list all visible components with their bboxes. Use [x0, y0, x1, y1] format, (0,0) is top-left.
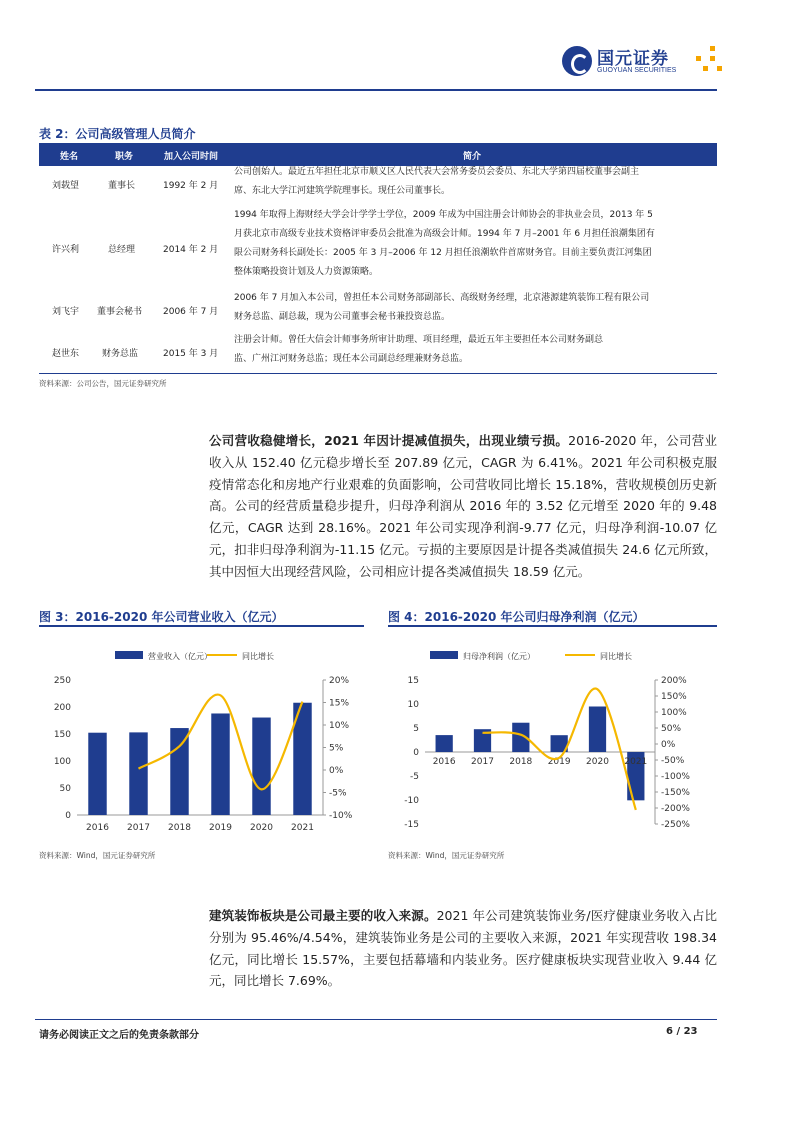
- y-right-tick-label: -50%: [661, 756, 685, 766]
- y-right-tick-label: 50%: [661, 724, 682, 734]
- legend-line-label: 同比增长: [242, 652, 274, 661]
- intro-line: 注册会计师。曾任大信会计师事务所审计助理、项目经理，最近五年主要担任本公司财务副总: [234, 335, 604, 345]
- intro-line: 月获北京市高级专业技术资格评审委员会批准为高级会计师。1994 年 7 月–2001 年 6 月担任浪潮集团有: [234, 229, 655, 239]
- legend-bar-label: 营业收入（亿元）: [148, 652, 212, 661]
- figure3-title: 图 3：2016-2020 年公司营业收入（亿元）: [39, 610, 284, 624]
- intro-line: 2006 年 7 月加入本公司，曾担任本公司财务部副部长、高级财务经理，北京港源建筑装饰工程有限公司: [234, 293, 650, 303]
- table-cell-joined: 2006 年 7 月: [163, 307, 219, 317]
- intro-line: 整体策略投资计划及人力资源策略。: [234, 267, 379, 277]
- figure4-title: 图 4：2016-2020 年公司归母净利润（亿元）: [388, 610, 645, 624]
- y-right-tick-label: -5%: [329, 788, 347, 799]
- x-tick-label: 2020: [250, 823, 273, 833]
- y-left-tick-label: -10: [404, 796, 419, 806]
- figure3-source: 资料来源：Wind，国元证券研究所: [39, 851, 156, 860]
- bar-2020: [252, 718, 270, 815]
- legend-line-label: 同比增长: [600, 652, 632, 661]
- y-right-tick-label: -10%: [329, 811, 353, 821]
- logo-mark-icon: [562, 46, 592, 76]
- page-number: 6 / 23: [666, 1026, 698, 1037]
- table-cell-intro: [234, 331, 603, 369]
- intro-line: 公司创始人。最近五年担任北京市顺义区人民代表大会常务委员会委员、东北大学第四届校董事会副主: [234, 167, 640, 177]
- y-right-tick-label: 10%: [329, 721, 350, 731]
- bar-2019: [211, 713, 229, 815]
- x-tick-label: 2020: [586, 757, 609, 767]
- header-joined: 加入公司时间: [164, 152, 219, 162]
- table-cell-title: 董事长: [108, 181, 136, 191]
- y-left-tick-label: -15: [404, 820, 419, 830]
- figure4-title-rule: [388, 625, 717, 627]
- table-cell-intro: [234, 163, 639, 201]
- paragraph-body: 2016-2020 年，公司营业收入从 152.40 亿元稳步增长至 207.89 亿元，CAGR 为 6.41%。2021 年公司积极克服疫情常态化和房地产行业艰难的负面影响，公司营收同比增长 15.18%，营收规模创历史新高。公司的经营质量稳步提升，归母净利润从 2016 年的 3.52 亿元增至 2020 年的 9.48 亿元，CAGR 达到 28.16%。2021 年公司实现净利润-9.77 亿元，归母净利润-10.07 亿元，扣非归母净利润为-11.15 亿元。亏损的主要原因是计提各类减值损失 24.6 亿元所致，其中因恒大出现经营风险，公司相应计提各类减值损失 18.59 亿元。: [209, 433, 717, 579]
- table-bottom-border: [39, 373, 717, 374]
- figure4-source: 资料来源：Wind，国元证券研究所: [388, 851, 505, 860]
- y-left-tick-label: 0: [413, 748, 419, 758]
- table-cell-intro: [234, 206, 655, 282]
- paragraph-lead: 公司营收稳健增长，2021 年因计提减值损失，出现业绩亏损。: [209, 433, 569, 448]
- x-tick-label: 2019: [209, 823, 232, 833]
- intro-line: 监、广州江河财务总监；现任本公司副总经理兼财务总监。: [234, 354, 469, 364]
- y-left-tick-label: 50: [59, 784, 71, 794]
- header-intro: 简介: [463, 152, 482, 162]
- legend-bar-label: 归母净利润（亿元）: [463, 652, 535, 661]
- logo-text-en: GUOYUAN SECURITIES: [597, 67, 677, 74]
- x-tick-label: 2016: [432, 757, 456, 767]
- net-profit-chart: [385, 640, 720, 845]
- bar-2020: [589, 706, 606, 752]
- header-name: 姓名: [60, 152, 79, 162]
- revenue-chart: [35, 640, 365, 845]
- header-title: 职务: [115, 152, 134, 162]
- logo-text-cn: 国元证券: [597, 49, 669, 69]
- y-right-tick-label: 15%: [329, 698, 350, 709]
- x-tick-label: 2021: [291, 823, 314, 833]
- paragraph-body: 2021 年公司建筑装饰业务/医疗健康业务收入占比分别为 95.46%/4.54%，建筑装饰业务是公司的主要收入来源，2021 年实现营收 198.34 亿元，同比增长 15.57%，主要包括幕墙和内装业务。医疗健康板块实现营业收入 9.44 亿元，同比增长 7.69%。: [209, 908, 717, 989]
- table-cell-name: 许兴利: [52, 245, 80, 255]
- x-tick-label: 2018: [509, 757, 533, 767]
- y-right-tick-label: 150%: [661, 692, 687, 702]
- y-left-tick-label: 250: [53, 676, 71, 686]
- intro-line: 1994 年取得上海财经大学会计学学士学位，2009 年成为中国注册会计师协会的非执业会员，2013 年 5: [234, 210, 653, 220]
- paragraph-lead: 建筑装饰板块是公司最主要的收入来源。: [209, 908, 437, 923]
- y-left-tick-label: 0: [65, 811, 71, 821]
- table-cell-joined: 1992 年 2 月: [163, 181, 219, 191]
- y-right-tick-label: 20%: [329, 676, 350, 686]
- table-cell-intro: [234, 289, 649, 327]
- paragraph-segment: [209, 905, 717, 992]
- x-tick-label: 2016: [86, 823, 109, 833]
- table-cell-name: 赵世东: [52, 349, 80, 359]
- legend-bar-swatch: [115, 651, 143, 659]
- table-cell-title: 财务总监: [102, 349, 139, 359]
- company-logo: [562, 44, 722, 84]
- table-cell-joined: 2014 年 2 月: [163, 245, 219, 255]
- table-source: 资料来源：公司公告，国元证券研究所: [39, 379, 167, 388]
- footer-disclaimer: 请务必阅读正文之后的免责条款部分: [39, 1030, 199, 1041]
- y-left-tick-label: 100: [53, 757, 71, 767]
- y-right-tick-label: -200%: [661, 804, 690, 814]
- y-left-tick-label: 150: [53, 730, 71, 740]
- y-left-tick-label: 15: [407, 676, 419, 686]
- intro-line: 席、东北大学江河建筑学院理事长。现任公司董事长。: [234, 186, 451, 196]
- y-right-tick-label: 0%: [661, 740, 676, 750]
- header-divider: [35, 89, 717, 91]
- intro-line: 财务总监、副总裁，现为公司董事会秘书兼投资总监。: [234, 312, 451, 322]
- y-left-tick-label: -5: [410, 772, 419, 782]
- table-cell-name: 刘飞宇: [52, 307, 80, 317]
- y-right-tick-label: 5%: [329, 743, 344, 754]
- x-tick-label: 2017: [127, 823, 150, 833]
- y-right-tick-label: -150%: [661, 788, 690, 798]
- y-left-tick-label: 200: [53, 703, 71, 713]
- bar-2018: [170, 728, 188, 815]
- bar-2017: [129, 732, 147, 815]
- x-tick-label: 2018: [168, 823, 191, 833]
- x-tick-label: 2017: [471, 757, 494, 767]
- y-right-tick-label: 0%: [329, 766, 344, 776]
- intro-line: 限公司财务科长副处长：2005 年 3 月–2006 年 12 月担任浪潮软件首席财务官。目前主要负责江河集团: [234, 248, 652, 258]
- legend-bar-swatch: [430, 651, 458, 659]
- table-cell-title: 总经理: [108, 245, 136, 255]
- figure3-title-rule: [39, 625, 364, 627]
- x-tick-label: 2019: [547, 757, 571, 767]
- table-cell-joined: 2015 年 3 月: [163, 349, 219, 359]
- y-left-tick-label: 5: [413, 724, 419, 734]
- table-cell-name: 刘载望: [52, 181, 80, 191]
- logo-dots-icon: [696, 46, 724, 74]
- paragraph-revenue: [209, 430, 717, 583]
- y-right-tick-label: -100%: [661, 772, 690, 782]
- y-left-tick-label: 10: [407, 700, 419, 710]
- y-right-tick-label: -250%: [661, 820, 690, 830]
- bar-2016: [436, 735, 453, 752]
- table-cell-title: 董事会秘书: [97, 307, 143, 317]
- y-right-tick-label: 200%: [661, 676, 687, 686]
- bar-2016: [88, 733, 106, 815]
- x-tick-label: 2021: [624, 757, 648, 767]
- y-right-tick-label: 100%: [661, 708, 687, 718]
- footer-divider: [35, 1019, 717, 1020]
- table-title: 表 2：公司高级管理人员简介: [39, 127, 196, 141]
